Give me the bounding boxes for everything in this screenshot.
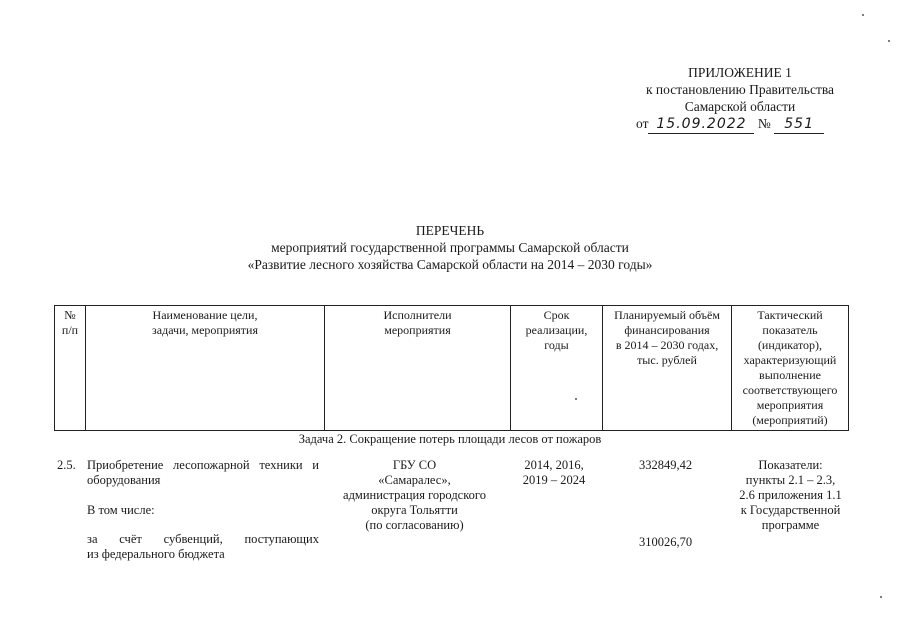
annex-line-1: к постановлению Правительства [645,82,835,97]
title-line-1: ПЕРЕЧЕНЬ [415,223,485,238]
scan-speck [575,398,577,400]
row-amount-total: 332849,42 [638,458,693,472]
row-name: Приобретение лесопожарной техники и оборудования [87,458,319,487]
annex-line-2: Самарской области [684,99,796,114]
row-executors: ГБУ СО «Самаралес», администрация городского округа Тольятти (по согласованию) [343,458,486,532]
decree-line [620,115,860,134]
task-heading: Задача 2. Сокращение потерь площади лесов от пожаров [298,432,602,446]
scan-speck [888,40,890,42]
date-prefix: от [636,116,649,131]
row-number: 2.5. [57,458,76,472]
title-line-3: «Развитие лесного хозяйства Самарской области на 2014 – 2030 годы» [247,257,653,272]
row-name-cell [87,458,319,562]
decree-number: 551 [774,116,824,134]
row-including: В том числе: [87,503,155,517]
header-col-indicator: Тактический показатель (индикатор), характеризующий выполнение соответствующего мероприятия (мероприятий) [732,306,849,431]
header-col-number: № п/п [55,306,86,431]
number-prefix: № [757,116,771,131]
annex-header [620,64,860,134]
annex-title: ПРИЛОЖЕНИЕ 1 [688,65,792,80]
decree-date: 15.09.2022 [648,116,754,134]
scan-speck [880,596,882,598]
title-line-2: мероприятий государственной программы Самарской области [271,240,629,255]
scan-speck [862,14,864,16]
row-amount-federal: 310026,70 [638,535,693,549]
header-col-amount: Планируемый объём финансирования в 2014 – 2030 годах, тыс. рублей [603,306,732,431]
row-source-line-2: из федерального бюджета [87,547,225,561]
header-col-executors: Исполнители мероприятия [325,306,511,431]
row-source-line-1: за счёт субвенций, поступающих [87,532,319,546]
document-title [190,222,710,273]
header-col-name: Наименование цели, задачи, мероприятия [86,306,325,431]
table-header [54,305,849,431]
header-col-period: Срок реализации, годы [511,306,603,431]
row-period: 2014, 2016, 2019 – 2024 [522,458,586,487]
row-indicator: Показатели: пункты 2.1 – 2.3, 2.6 приложения 1.1 к Государственной программе [739,458,842,532]
